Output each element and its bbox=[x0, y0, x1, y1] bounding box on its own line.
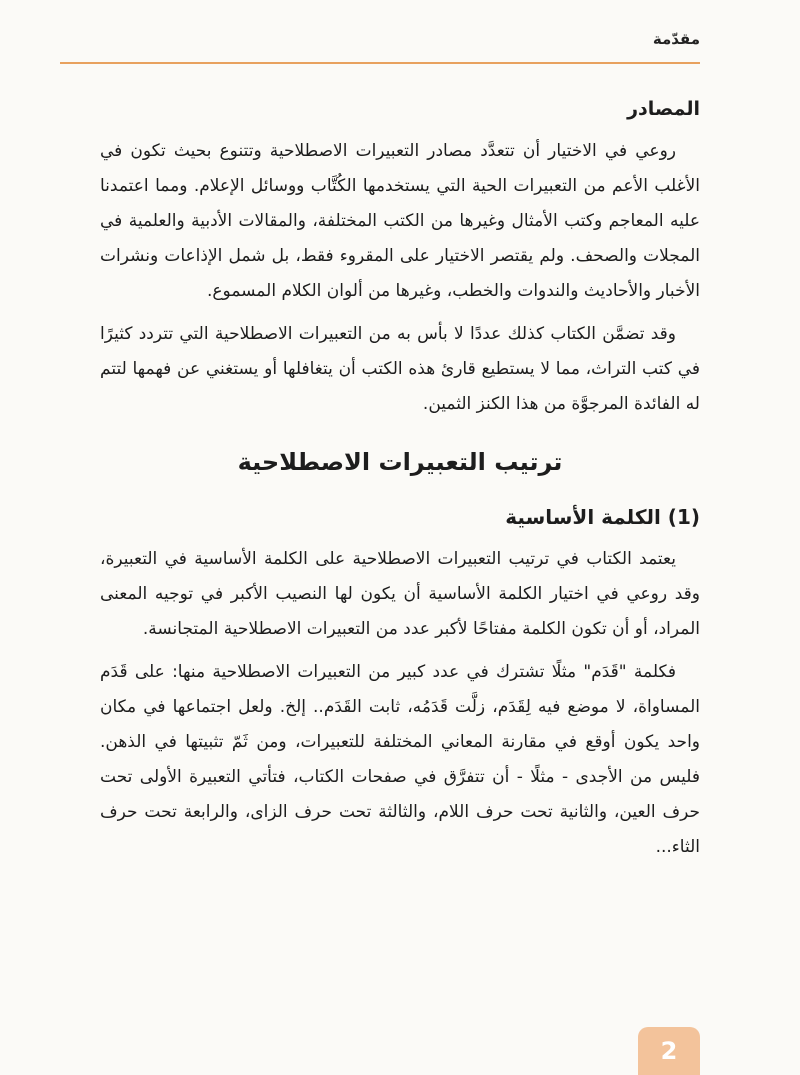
keyword-subheading: (1) الكلمة الأساسية bbox=[505, 505, 700, 529]
page-number-tab bbox=[638, 1027, 700, 1075]
sources-heading: المصادر bbox=[627, 98, 700, 120]
header-rule bbox=[60, 62, 700, 64]
arrangement-paragraph-1: يعتمد الكتاب في ترتيب التعبيرات الاصطلاحية على الكلمة الأساسية في التعبيرة، وقد روعي في اختيار الكلمة الأساسية أن يكون لها النصيب الأكبر في توجيه المعنى المراد، أو أن تكون الكلمة مفتاحًا لأكبر عدد من التعبيرات الاصطلاحية المتجانسة. bbox=[100, 549, 700, 639]
page-content bbox=[100, 92, 700, 873]
arrangement-heading: ترتيب التعبيرات الاصطلاحية bbox=[237, 448, 563, 476]
sources-paragraph-2: وقد تضمَّن الكتاب كذلك عددًا لا بأس به من التعبيرات الاصطلاحية التي تتردد كثيرًا في كتب التراث، مما لا يستطيع قارئ هذه الكتب أن يتغافلها أو يستغني عن فهمها لتتم له الفائدة المرجوَّة من هذا الكنز الثمين. bbox=[100, 324, 700, 414]
arrangement-paragraph-2: فكلمة "قَدَم" مثلًا تشترك في عدد كبير من التعبيرات الاصطلاحية منها: على قَدَم المساواة، لا موضع فيه لِقَدَم، زلَّت قَدَمُه، ثابت القَدَم.. إلخ. ولعل اجتماعها في مكان واحد يكون أوقع في مقارنة المعاني المختلفة للتعبيرات، ومن ثَمّ تثبيتها في الذهن. فليس من الأجدى - مثلًا - أن تتفرَّق في صفحات الكتاب، فتأتي التعبيرة الأولى تحت حرف العين، والثانية تحت حرف اللام، والثالثة تحت حرف الزاى، والرابعة تحت حرف الثاء... bbox=[100, 662, 700, 857]
sources-paragraph-1: روعي في الاختيار أن تتعدَّد مصادر التعبيرات الاصطلاحية وتتنوع بحيث تكون في الأغلب الأعم من التعبيرات الحية التي يستخدمها الكُتَّاب ووسائل الإعلام. ومما اعتمدنا عليه المعاجم وكتب الأمثال وغيرها من الكتب المختلفة، والمقالات الأدبية والعلمية في المجلات والصحف. ولم يقتصر الاختيار على المقروء فقط، بل شمل الإذاعات ونشرات الأخبار والأحاديث والندوات والخطب، وغيرها من ألوان الكلام المسموع. bbox=[100, 141, 700, 301]
page-number: 2 bbox=[660, 1037, 678, 1065]
running-head: مقدّمة bbox=[652, 30, 700, 48]
